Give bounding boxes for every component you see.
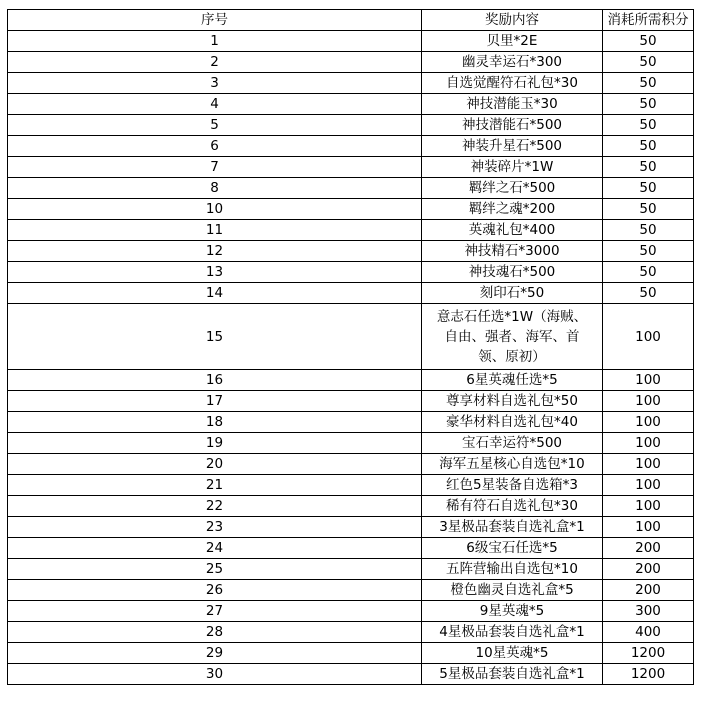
row-reward: 神装碎片*1W: [422, 157, 603, 178]
table-row: [8, 262, 694, 283]
table-row: [8, 157, 694, 178]
row-points: 100: [603, 391, 694, 412]
row-number: 15: [8, 304, 422, 370]
table-body: [8, 31, 694, 685]
table-row: [8, 496, 694, 517]
row-reward: 意志石任选*1W（海贼、自由、强者、海军、首领、原初）: [422, 304, 603, 370]
row-number: 7: [8, 157, 422, 178]
row-number: 28: [8, 622, 422, 643]
table-row: [8, 454, 694, 475]
row-reward: 幽灵幸运石*300: [422, 52, 603, 73]
row-number: 26: [8, 580, 422, 601]
row-points: 200: [603, 559, 694, 580]
row-number: 2: [8, 52, 422, 73]
row-number: 18: [8, 412, 422, 433]
row-reward: 羁绊之魂*200: [422, 199, 603, 220]
row-number: 23: [8, 517, 422, 538]
row-reward: 5星极品套装自选礼盒*1: [422, 664, 603, 685]
row-points: 50: [603, 52, 694, 73]
row-reward: 稀有符石自选礼包*30: [422, 496, 603, 517]
table-row: [8, 391, 694, 412]
row-points: 50: [603, 199, 694, 220]
row-reward: 6星英魂任选*5: [422, 370, 603, 391]
row-number: 13: [8, 262, 422, 283]
row-points: 50: [603, 241, 694, 262]
row-reward: 刻印石*50: [422, 283, 603, 304]
row-points: 50: [603, 115, 694, 136]
table-row: [8, 115, 694, 136]
row-number: 14: [8, 283, 422, 304]
header-reward: 奖励内容: [422, 10, 603, 31]
row-points: 1200: [603, 664, 694, 685]
row-points: 100: [603, 454, 694, 475]
row-reward: 6级宝石任选*5: [422, 538, 603, 559]
row-reward: 豪华材料自选礼包*40: [422, 412, 603, 433]
row-reward: 自选觉醒符石礼包*30: [422, 73, 603, 94]
table-row: [8, 517, 694, 538]
row-points: 100: [603, 496, 694, 517]
table-row: [8, 304, 694, 370]
table-row: [8, 412, 694, 433]
row-points: 100: [603, 370, 694, 391]
table-row: [8, 52, 694, 73]
table-row: [8, 220, 694, 241]
row-points: 100: [603, 412, 694, 433]
table-row: [8, 241, 694, 262]
row-points: 300: [603, 601, 694, 622]
table-row: [8, 433, 694, 454]
row-reward: 9星英魂*5: [422, 601, 603, 622]
table-row: [8, 664, 694, 685]
table-header-row: [8, 10, 694, 31]
row-number: 27: [8, 601, 422, 622]
row-number: 19: [8, 433, 422, 454]
table-row: [8, 559, 694, 580]
row-number: 20: [8, 454, 422, 475]
table-row: [8, 601, 694, 622]
table-row: [8, 370, 694, 391]
row-reward: 海军五星核心自选包*10: [422, 454, 603, 475]
row-points: 50: [603, 283, 694, 304]
table-row: [8, 622, 694, 643]
row-points: 50: [603, 136, 694, 157]
reward-table: [7, 9, 694, 685]
row-reward: 羁绊之石*500: [422, 178, 603, 199]
table-row: [8, 475, 694, 496]
row-number: 16: [8, 370, 422, 391]
table-row: [8, 178, 694, 199]
header-number: 序号: [8, 10, 422, 31]
row-reward: 英魂礼包*400: [422, 220, 603, 241]
row-number: 21: [8, 475, 422, 496]
table-row: [8, 580, 694, 601]
row-number: 8: [8, 178, 422, 199]
row-number: 10: [8, 199, 422, 220]
row-points: 100: [603, 517, 694, 538]
row-points: 200: [603, 538, 694, 559]
row-points: 1200: [603, 643, 694, 664]
row-reward: 4星极品套装自选礼盒*1: [422, 622, 603, 643]
table-row: [8, 538, 694, 559]
row-points: 50: [603, 262, 694, 283]
row-number: 17: [8, 391, 422, 412]
row-points: 100: [603, 304, 694, 370]
row-number: 29: [8, 643, 422, 664]
row-number: 22: [8, 496, 422, 517]
row-reward: 五阵营输出自选包*10: [422, 559, 603, 580]
row-number: 25: [8, 559, 422, 580]
row-reward: 宝石幸运符*500: [422, 433, 603, 454]
table-row: [8, 643, 694, 664]
table-row: [8, 94, 694, 115]
row-reward: 10星英魂*5: [422, 643, 603, 664]
row-points: 100: [603, 433, 694, 454]
table-row: [8, 31, 694, 52]
table-row: [8, 283, 694, 304]
row-number: 12: [8, 241, 422, 262]
row-number: 11: [8, 220, 422, 241]
row-reward: 神技精石*3000: [422, 241, 603, 262]
row-number: 3: [8, 73, 422, 94]
row-points: 200: [603, 580, 694, 601]
row-number: 5: [8, 115, 422, 136]
row-reward: 尊享材料自选礼包*50: [422, 391, 603, 412]
table-row: [8, 136, 694, 157]
row-points: 50: [603, 178, 694, 199]
row-points: 50: [603, 94, 694, 115]
row-number: 24: [8, 538, 422, 559]
row-reward: 3星极品套装自选礼盒*1: [422, 517, 603, 538]
table-row: [8, 73, 694, 94]
row-points: 50: [603, 220, 694, 241]
row-reward: 神技潜能玉*30: [422, 94, 603, 115]
row-points: 400: [603, 622, 694, 643]
row-reward: 神技魂石*500: [422, 262, 603, 283]
header-points: 消耗所需积分: [603, 10, 694, 31]
row-reward: 神技潜能石*500: [422, 115, 603, 136]
row-points: 50: [603, 73, 694, 94]
row-reward: 红色5星装备自选箱*3: [422, 475, 603, 496]
row-number: 6: [8, 136, 422, 157]
row-points: 50: [603, 31, 694, 52]
table-row: [8, 199, 694, 220]
row-reward: 神装升星石*500: [422, 136, 603, 157]
row-number: 1: [8, 31, 422, 52]
row-points: 50: [603, 157, 694, 178]
row-reward: 贝里*2E: [422, 31, 603, 52]
row-reward: 橙色幽灵自选礼盒*5: [422, 580, 603, 601]
row-number: 30: [8, 664, 422, 685]
row-number: 4: [8, 94, 422, 115]
row-points: 100: [603, 475, 694, 496]
